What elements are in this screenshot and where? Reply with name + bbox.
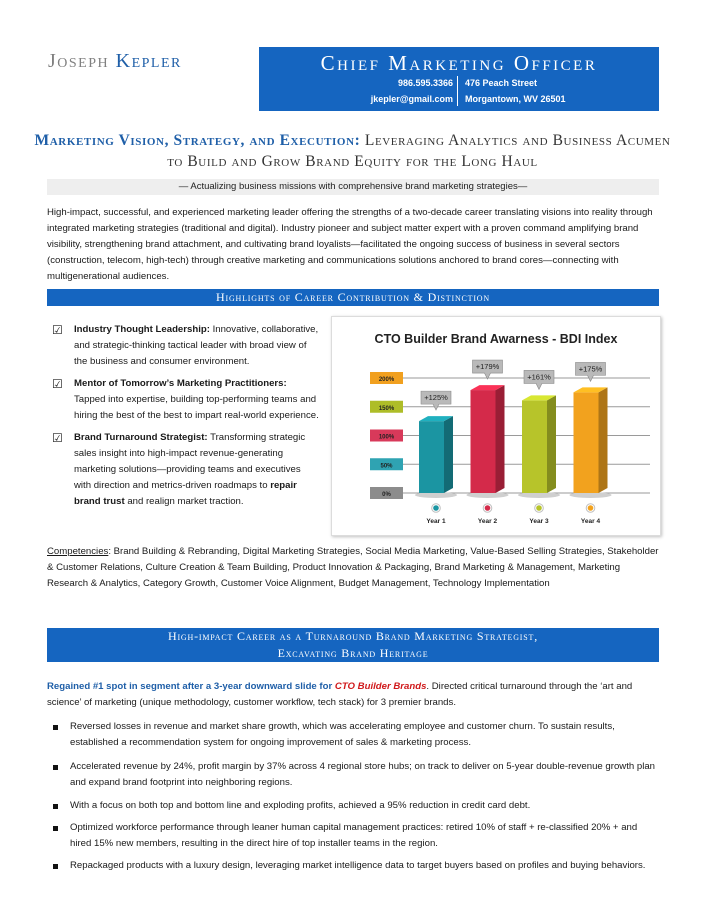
bar-side <box>496 385 505 493</box>
competencies-label: Competencies <box>47 546 109 557</box>
bar-side <box>444 416 453 493</box>
career-bullet <box>48 858 660 874</box>
first-name: Joseph <box>48 50 110 72</box>
data-label: +161% <box>527 372 551 382</box>
tagline: — Actualizing business missions with comprehensive brand marketing strategies— <box>47 179 659 195</box>
bar-side <box>599 387 608 493</box>
bar-side <box>547 395 556 493</box>
career-intro-brand: CTO Builder Brands <box>334 681 427 692</box>
headline <box>30 130 675 172</box>
email[interactable]: jkepler@gmail.com <box>370 94 453 104</box>
contact-left <box>371 75 453 107</box>
contact-divider <box>457 76 458 106</box>
title-banner <box>259 47 659 111</box>
highlight-text: Innovative, collaborative, and strategic-thinking tactical leader with broad view of the business and consumer environment. <box>74 324 319 367</box>
bullet-square-icon <box>53 826 58 831</box>
competencies-text: : Brand Building & Rebranding, Digital Marketing Strategies, Social Media Marketing, Value-Based Selling Strategies, Stakeholder & Customer Relations, Culture Creation & Team Building, Product Innovation & Packaging, Brand Marketing & Management, Marketing Research & Analytics, Category Growth, Customer Voice Alignment, Budget Management, Technology Implementation <box>47 546 659 589</box>
highlights-list <box>52 322 320 516</box>
data-label: +125% <box>424 393 448 403</box>
highlight-title: Brand Turnaround Strategist: <box>74 432 208 443</box>
city-address: Morgantown, WV 26501 <box>465 94 566 104</box>
checkbox-checked-icon: ☑ <box>52 431 63 445</box>
contact-right <box>465 75 566 107</box>
highlight-text: Tapped into expertise, building top-performing teams and hiring the best of the best to impart real-world experience. <box>74 394 319 421</box>
bar <box>522 400 547 493</box>
career-bullet-text: With a focus on both top and bottom line and exploding profits, achieved a 95% reduction in credit card debt. <box>70 800 531 811</box>
y-tick-label: 50% <box>380 463 393 470</box>
y-tick-label: 150% <box>378 405 395 412</box>
career-intro-lead: Regained #1 spot in segment after a 3-year downward slide for <box>47 681 333 692</box>
candidate-name <box>48 50 182 73</box>
career-bullet-text: Optimized workforce performance through leaner human capital management practices: retired 10% of staff + re-classified 20% + and hired 15% new members, resulting in the direct hire of top installer teams in the region. <box>70 822 638 849</box>
bar <box>419 421 444 493</box>
x-marker-dot <box>536 505 542 511</box>
y-tick-label: 200% <box>378 377 395 383</box>
summary-paragraph: High-impact, successful, and experienced marketing leader offering the strengths of a two-decade career translating visions into reality through integrated marketing strategies (traditional and digital). Industry pioneer and subject matter expert with a proven command amplifying brand visibility, strengthening brand attachment, and cultivating brand loyalists—facilitated the ongoing success of business in several sectors (construction, telecom, high-tech) through creative marketing and communications solutions anchored to brand cores—connecting with multigenerational audiences. <box>47 207 653 282</box>
job-title: Chief Marketing Officer <box>320 51 598 75</box>
bullet-square-icon <box>53 765 58 770</box>
highlights-heading: Highlights of Career Contribution & Distinction <box>47 289 659 306</box>
headline-lead: Marketing Vision, Strategy, and Execution: <box>34 132 361 149</box>
highlight-title: Mentor of Tomorrow’s Marketing Practitioners: <box>74 378 287 389</box>
career-bullet <box>48 719 660 751</box>
bar <box>574 392 599 493</box>
career-intro-rest: . Directed critical turnaround through the ‘art and science’ of marketing (unique methodology, customer workflow, tech stack) for 3 premier brands. <box>47 681 633 708</box>
career-heading <box>47 628 659 662</box>
checkbox-checked-icon: ☑ <box>52 377 63 391</box>
career-bullet-text: Reversed losses in revenue and market share growth, which was accelerating employee and customer churn. To sustain results, established a recommendation system for ongoing improvement of sales & marketing process. <box>70 721 615 748</box>
headline-rest: Leveraging Analytics and Business Acumen to Build and Grow Brand Equity for the Long Haul <box>167 132 671 170</box>
career-bullet-text: Repackaged products with a luxury design, leveraging market intelligence data to target buyers based on profiles and buying behaviors. <box>70 860 646 871</box>
y-tick-label: 100% <box>378 434 395 441</box>
highlight-title: Industry Thought Leadership: <box>74 324 210 335</box>
x-marker-dot <box>433 505 439 511</box>
checkbox-checked-icon: ☑ <box>52 323 63 337</box>
career-heading-line1: High-impact Career as a Turnaround Brand Marketing Strategist, <box>168 629 538 643</box>
x-marker-dot <box>588 505 594 511</box>
highlight-tail: and realign market traction. <box>127 496 244 507</box>
career-bullet <box>48 820 660 852</box>
phone: 986.595.3366 <box>397 78 453 88</box>
x-tick-label: Year 2 <box>477 518 498 525</box>
highlight-item <box>52 430 320 510</box>
bullet-square-icon <box>53 725 58 730</box>
career-bullet-text: Accelerated revenue by 24%, profit margin by 37% across 4 regional store hubs; on track to deliver on 5-year double-revenue growth plan and expand brand footprint into neighboring regions. <box>70 761 656 788</box>
x-marker-dot <box>485 505 491 511</box>
chart-title: CTO Builder Brand Awarness - BDI Index <box>374 332 618 346</box>
x-tick-label: Year 4 <box>580 518 601 525</box>
career-heading-line2: Excavating Brand Heritage <box>277 646 429 660</box>
x-tick-label: Year 3 <box>529 518 549 525</box>
bdi-chart-svg <box>332 317 660 535</box>
data-label: +175% <box>578 364 603 374</box>
bullet-square-icon <box>53 804 58 809</box>
bullet-square-icon <box>53 864 58 869</box>
career-bullet <box>48 798 660 814</box>
street-address: 476 Peach Street <box>465 78 538 88</box>
career-bullet <box>48 759 660 791</box>
data-label: +179% <box>475 362 500 372</box>
highlight-item <box>52 322 320 370</box>
x-tick-label: Year 1 <box>426 518 446 525</box>
last-name: Kepler <box>115 50 182 72</box>
highlight-text: Transforming strategic sales insight into high-impact revenue-generating marketing solutions—providing teams and executives with direction and metrics-driven roadmaps to <box>74 432 306 491</box>
career-intro <box>47 679 659 711</box>
highlight-bold-tail: repair brand trust <box>74 480 297 507</box>
highlight-item <box>52 376 320 424</box>
y-tick-label: 0% <box>382 492 391 498</box>
bar <box>471 390 496 493</box>
bdi-chart <box>331 316 661 536</box>
competencies <box>47 544 659 592</box>
